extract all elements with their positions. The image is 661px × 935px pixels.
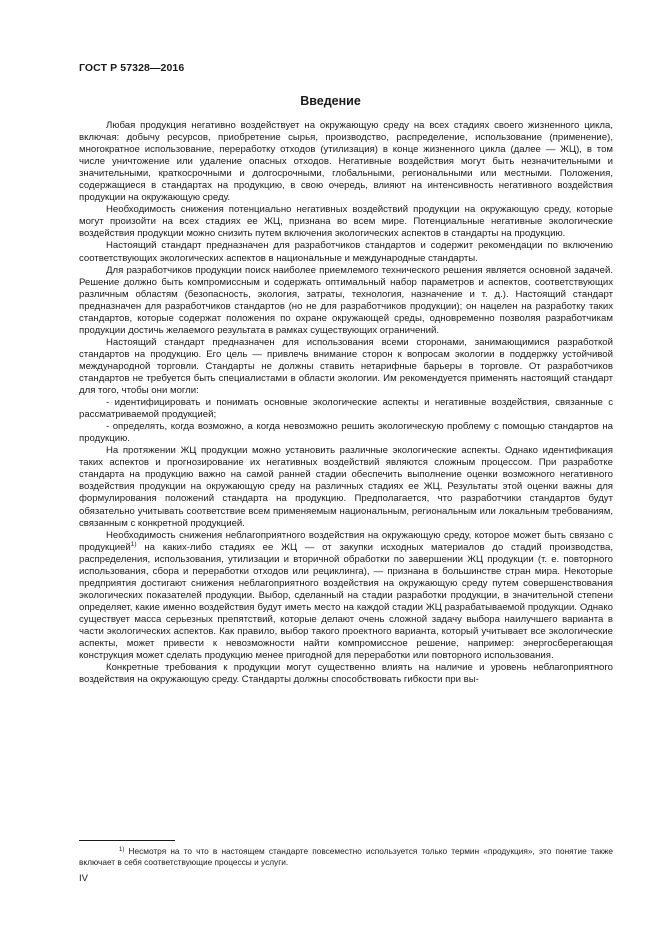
body-text bbox=[79, 120, 613, 686]
paragraph-2: Необходимость снижения потенциально негативных воздействий продукции на окружающую среду, которые могут произойти на всех стадиях ее ЖЦ, признана во всем мире. Потенциальные негативные экологические воздействия продукции можно снизить путем включения экологических аспектов в стандарты на продукцию. bbox=[79, 204, 613, 240]
paragraph-1: Любая продукция негативно воздействует на окружающую среду на всех стадиях своего жизненного цикла, включая: добычу ресурсов, приобретение сырья, производство, распределение, использование (применение), многократное использование, переработку отходов (утилизация) в конце жизненного цикла (далее — ЖЦ), в том числе уничтожение или удаление опасных отходов. Негативные воздействия могут быть незначительными и значительными, краткосрочными и долгосрочными, глобальными, региональными или местными. Положения, содержащиеся в стандартах на продукцию, в свою очередь, влияют на интенсивность негативного воздействия продукции на окружающую среду. bbox=[79, 120, 613, 204]
section-title: Введение bbox=[300, 94, 361, 108]
standard-id: ГОСТ Р 57328—2016 bbox=[79, 62, 185, 74]
paragraph-7-part-b: на каких-либо стадиях ее ЖЦ — от закупки исходных материалов до стадий производства, распределения, использования, утилизации и вторичной обработки по завершении ЖЦ продукции (т. е. повторного использования, сбора и переработки отходов или рециклинга), — признана в большинстве стран мира. Некоторые предприятия достигают снижения неблагоприятного воздействия на окружающую среду путем совершенствования экологических показателей продукции. Выбор, сделанный на стадии разработки продукции, в значительной степени определяет, какие именно воздействия будут иметь место на каждой стадии ЖЦ разрабатываемой продукции. Однако существует масса серьезных препятствий, которые делают очень сложной задачу выбора наилучшего варианта в части экологических аспектов. Как правило, выбор такого проектного варианта, который учитывает все экологические аспекты, может привести к невозможности найти компромиссное решение, например: энергосберегающая конструкция может сделать продукцию менее пригодной для переработки или повторного использования. bbox=[79, 541, 613, 662]
footnote-divider bbox=[79, 840, 175, 841]
footnote-text: Несмотря на то что в настоящем стандарте повсеместно используется только термин «продукция», это понятие также включает в себя соответствующие процессы и услуги. bbox=[79, 846, 613, 867]
paragraph-4: Для разработчиков продукции поиск наиболее приемлемого технического решения является основной задачей. Решение должно быть компромиссным и содержать оптимальный набор параметров и аспектов, соответствующих различным областям (безопасность, экология, затраты, технология, назначение и т. д.). Настоящий стандарт предназначен для разработчиков стандартов (но не для разработчиков продукции); он нацелен на разработку таких стандартов, которые содержат положения по охране окружающей среды, одновременно позволяя разработчикам продукции достичь желаемого результата в рамках существующих ограничений. bbox=[79, 264, 613, 336]
list-item-1: - идентифицировать и понимать основные экологические аспекты и негативные воздействия, связанные с рассматриваемой продукцией; bbox=[79, 397, 613, 421]
paragraph-3: Настоящий стандарт предназначен для разработчиков стандартов и содержит рекомендации по включению соответствующих экологических аспектов в национальные и международные стандарты. bbox=[79, 240, 613, 264]
footnote-marker: 1) bbox=[119, 847, 125, 853]
footnote-reference: 1) bbox=[130, 540, 137, 548]
paragraph-8: Конкретные требования к продукции могут существенно влиять на наличие и уровень неблагоприятного воздействия на окружающую среду. Стандарты должны способствовать гибкости при вы- bbox=[79, 662, 613, 686]
page-number: IV bbox=[79, 873, 88, 884]
list-item-2: - определять, когда возможно, а когда невозможно решить экологическую проблему с помощью стандартов на продукцию. bbox=[79, 421, 613, 445]
footnote bbox=[79, 846, 613, 868]
paragraph-7-part-a: Необходимость снижения неблагоприятного воздействия на окружающую среду, которое может быть связано с продукцией bbox=[79, 529, 613, 553]
paragraph-5: Настоящий стандарт предназначен для использования всеми сторонами, занимающимися разработкой стандартов на продукцию. Его цель — привлечь внимание сторон к вопросам экологии в поддержку устойчивой международной торговли. Стандарты не должны ставить нетарифные барьеры в торговле. От разработчиков стандартов не требуется быть специалистами в области экологии. Им рекомендуется применять настоящий стандарт для того, чтобы они могли: bbox=[79, 336, 613, 397]
paragraph-6: На протяжении ЖЦ продукции можно установить различные экологические аспекты. Однако идентификация таких аспектов и прогнозирование их негативных воздействий являются сложным процессом. При разработке стандарта на продукцию важно на самой ранней стадии обеспечить выполнение оценки возможного негативного воздействия продукции на окружающую среду на различных стадиях ее ЖЦ. Результаты этой оценки важны для формулирования положений стандарта на продукцию. Предполагается, что разработчики стандартов будут обязательно учитывать соответствие всем применяемым национальным, региональным или локальным требованиям, связанным с конкретной продукцией. bbox=[79, 445, 613, 529]
paragraph-7 bbox=[79, 530, 613, 663]
